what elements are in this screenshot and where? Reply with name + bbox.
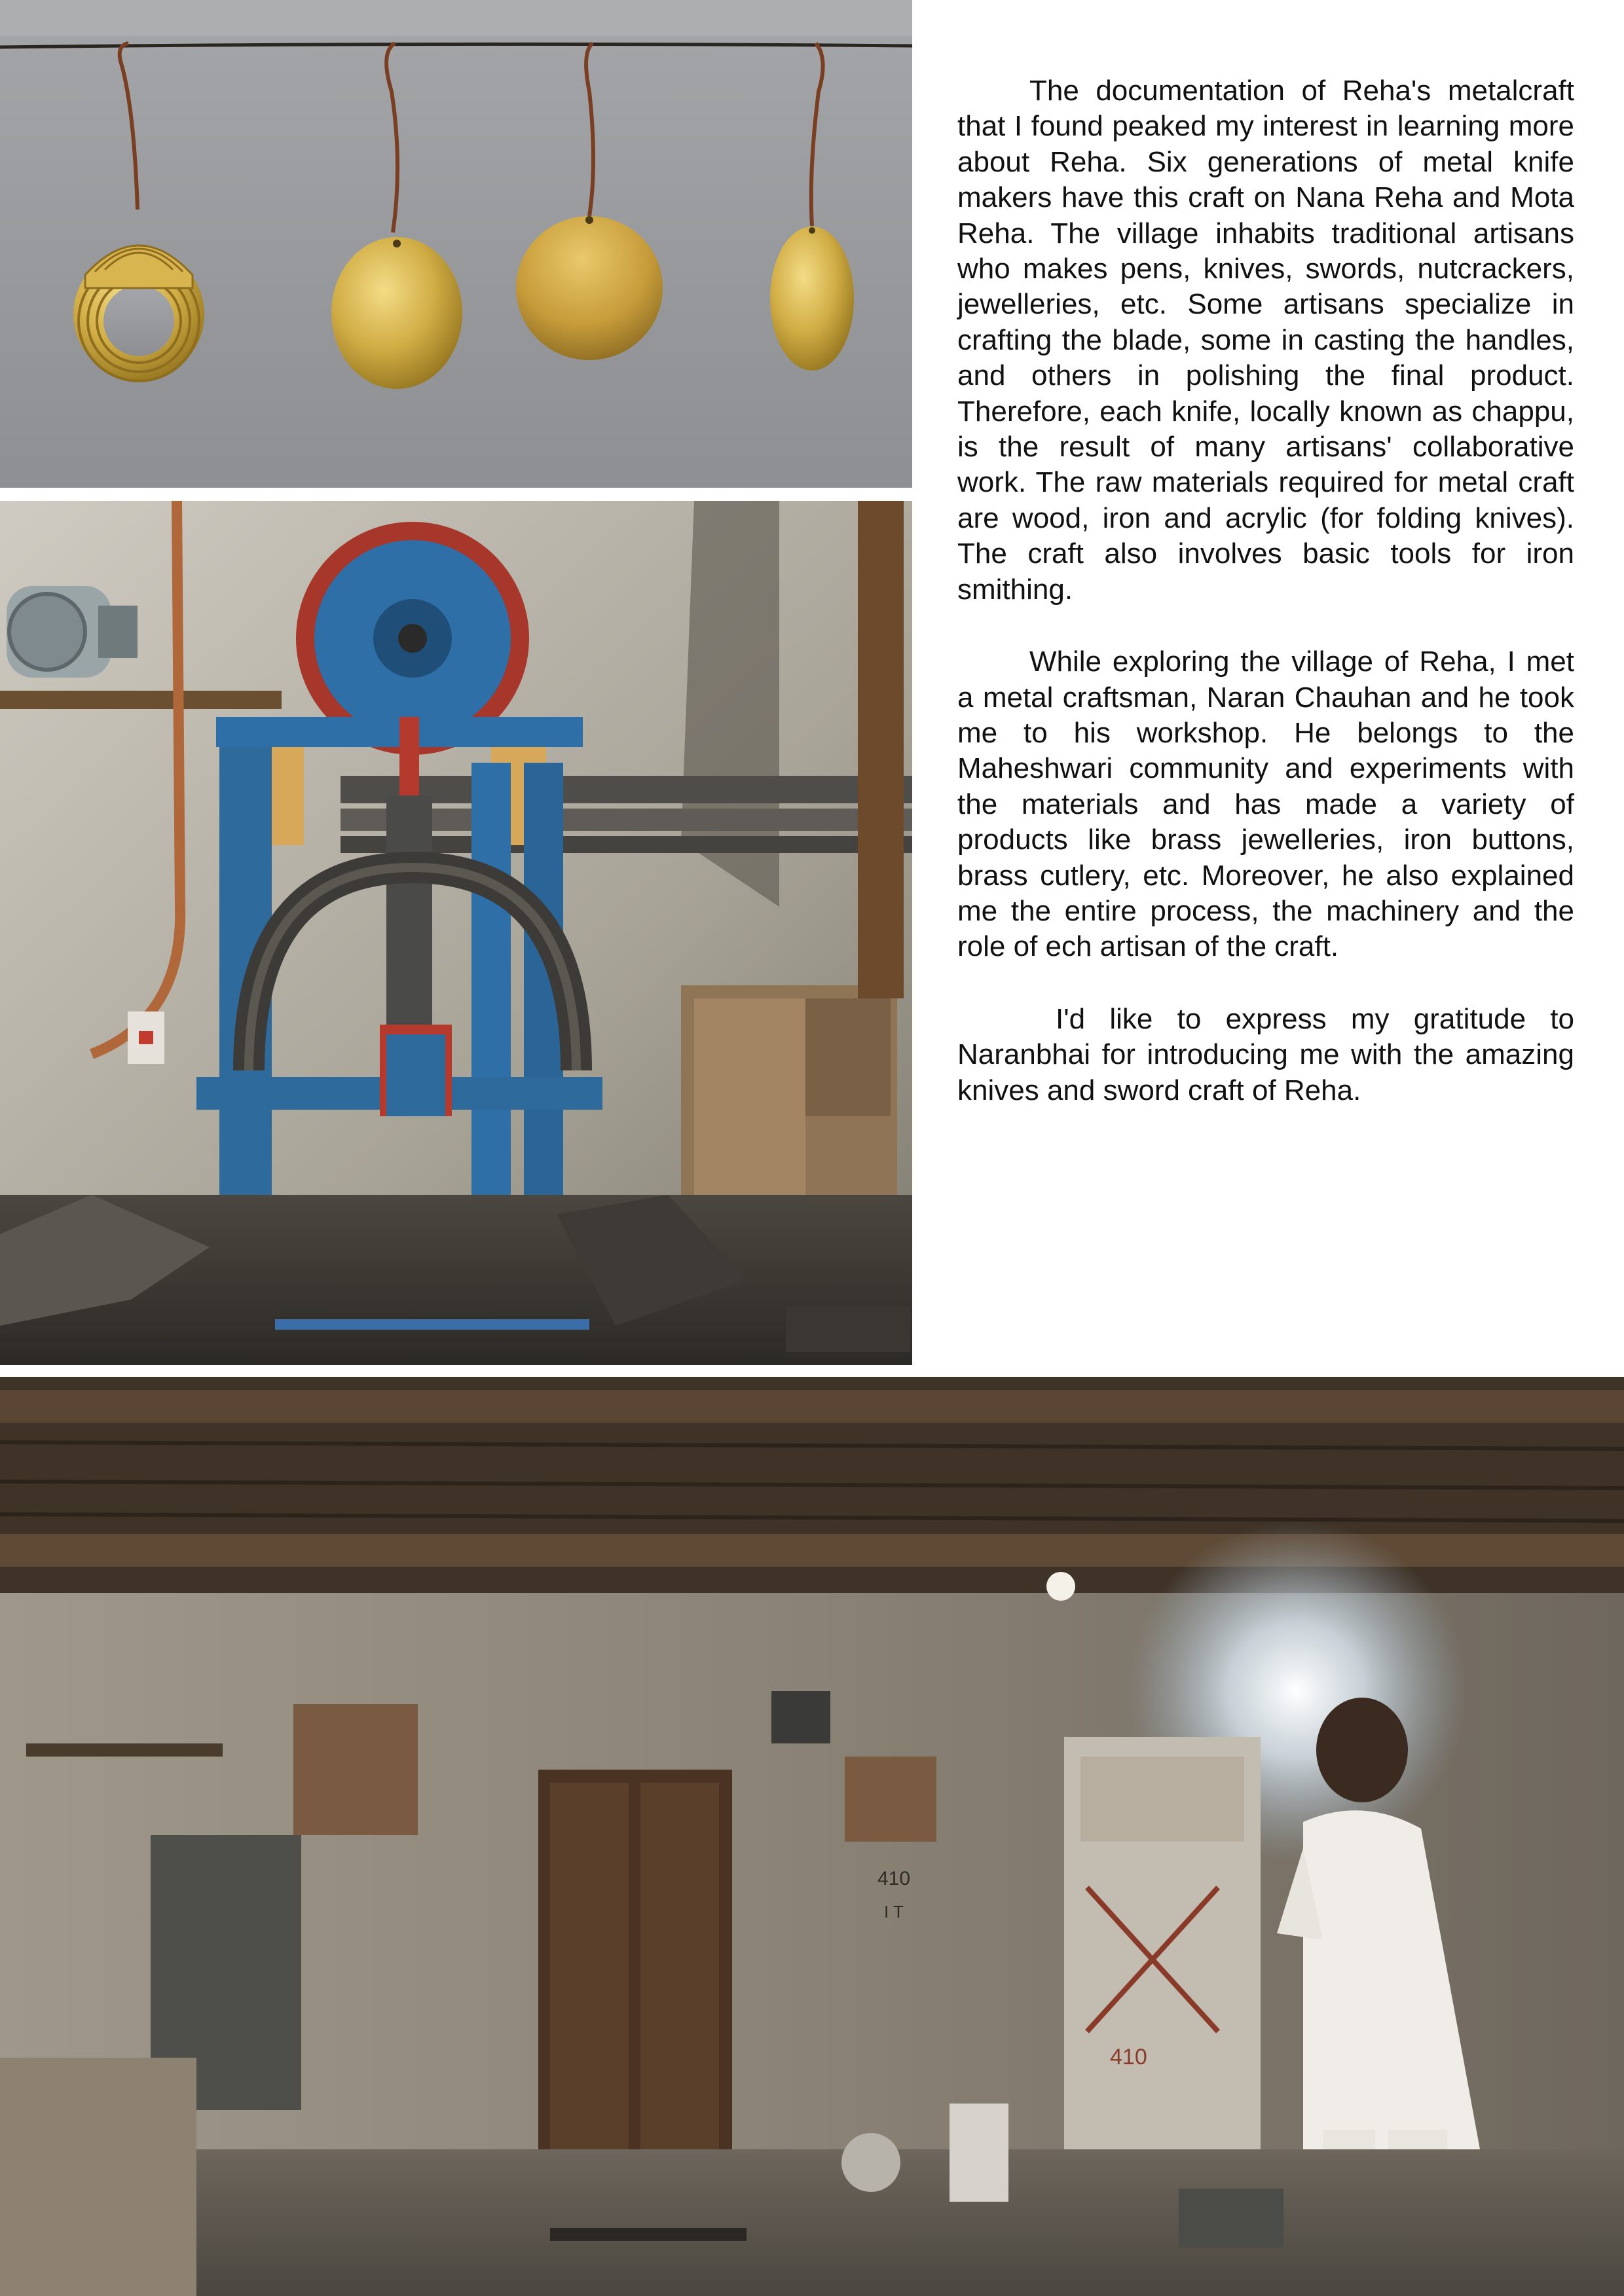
press-machine-photo [0, 501, 912, 1365]
article-text [957, 73, 1574, 1108]
paragraph-gratitude: I'd like to express my gratitude to Naranbhai for introducing me with the amazing knives and sword craft of Reha. [957, 1002, 1574, 1106]
switch-board-right [845, 1757, 936, 1842]
wall-marking: I T [884, 1902, 904, 1922]
wall-number: 410 [877, 1868, 911, 1889]
side-doorway [1064, 1737, 1261, 2195]
workshop-photo [0, 1377, 1624, 2296]
paragraph-intro: The documentation of Reha's metalcraft that I found peaked my interest in learning more about Reha. Six generations of metal knife makers have this craft on Nana Reha and Mota Reha. The village inhabits traditional artisans who makes pens, knives, swords, nutcrackers, jewelleries, etc. Some artisans specialize in crafting the blade, some in casting the handles, and others in polishing the final product. Therefore, each knife, locally known as chappu, is the result of many artisans' collaborative work. The raw materials required for metal craft are wood, iron and acrylic (for folding knives). The craft also involves basic tools for iron smithing. [957, 75, 1574, 606]
door-number: 410 [1110, 2045, 1147, 2069]
brick-forge [0, 2058, 196, 2296]
brass-pendants-photo [0, 0, 912, 488]
grinder-machine [841, 2133, 900, 2192]
light-bulb [1046, 1572, 1075, 1601]
wooden-door [538, 1770, 732, 2189]
paragraph-craftsman: While exploring the village of Reha, I met a metal craftsman, Naran Chauhan and he took me to his workshop. He belongs to the Maheshwari community and experiments with the materials and has made a variety of products like brass jewelleries, iron buttons, brass cutlery, etc. Moreover, he also explained me the entire process, the machinery and the role of ech artisan of the craft. [957, 646, 1574, 963]
switch-board-left [293, 1704, 418, 1835]
